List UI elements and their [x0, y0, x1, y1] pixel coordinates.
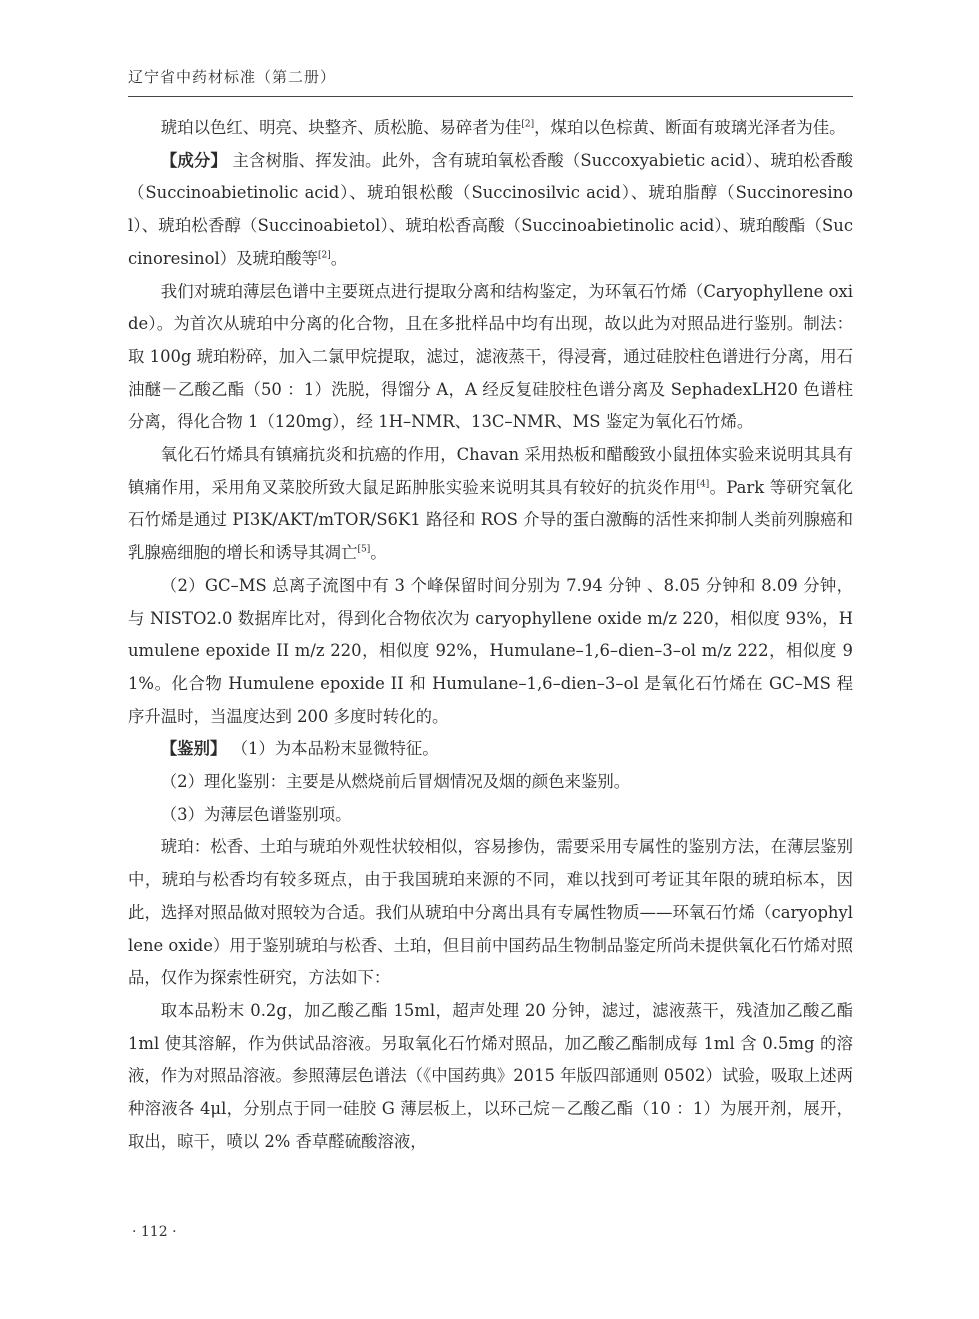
paragraph-text: 琥珀以色红、明亮、块整齐、质松脆、易碎者为佳 — [160, 118, 522, 137]
paragraph-composition — [128, 145, 853, 276]
section-heading-identification: 【鉴别】 — [160, 739, 227, 759]
paragraph-text: 。 — [330, 248, 348, 268]
citation-ref: [5] — [357, 544, 371, 555]
header-rule — [128, 96, 853, 97]
paragraph-text: 。Park 等研究氧化石竹烯是通过 PI3K/AKT/mTOR/S6K1 路径和 ROS 介导的蛋白激酶的活性来抑制人类前列腺癌和乳腺癌细胞的增长和诱导其凋亡 — [128, 477, 853, 563]
citation-ref: [2] — [521, 119, 535, 130]
running-header: 辽宁省中药材标准（第二册） — [128, 68, 337, 86]
page-number: · 112 · — [132, 1224, 177, 1240]
paragraph-identification-3: （3）为薄层色谱鉴别项。 — [160, 804, 352, 824]
paragraph-tlc-rationale: 琥珀：松香、土珀与琥珀外观性状较相似，容易掺伪，需要采用专属性的鉴别方法，在薄层鉴别中，琥珀与松香均有较多斑点，由于我国琥珀来源的不同，难以找到可考证其年限的琥珀标本，因此，选择对照品做对照较为合适。我们从琥珀中分离出具有专属性物质——环氧石竹烯（caryophyllene oxide）用于鉴别琥珀与松香、土珀，但目前中国药品生物制品鉴定所尚未提供氧化石竹烯对照品，仅作为探索性研究，方法如下： — [128, 837, 853, 988]
paragraph-text: （1）为本品粉末显微特征。 — [226, 739, 439, 759]
paragraph-identification — [128, 733, 853, 766]
citation-ref: [2] — [318, 250, 331, 261]
paragraph-grading — [128, 112, 853, 145]
section-heading-composition: 【成分】 — [160, 150, 228, 170]
paragraph-pharmacology — [128, 439, 853, 570]
citation-ref: [4] — [696, 479, 710, 490]
paragraph-tlc-method: 取本品粉末 0.2g，加乙酸乙酯 15ml，超声处理 20 分钟，滤过，滤液蒸干，残渣加乙酸乙酯 1ml 使其溶解，作为供试品溶液。另取氧化石竹烯对照品，加乙酸乙酯制成每 1ml 含 0.5mg 的溶液，作为对照品溶液。参照薄层色谱法（《中国药典》2015 年版四部通则 0502）试验，吸取上述两种溶液各 4μl，分别点于同一硅胶 G 薄层板上，以环己烷－乙酸乙酯（10 ：1）为展开剂，展开，取出，晾干，喷以 2% 香草醛硫酸溶液， — [128, 1000, 853, 1151]
paragraph-isolation: 我们对琥珀薄层色谱中主要斑点进行提取分离和结构鉴定，为环氧石竹烯（Caryophyllene oxide）。为首次从琥珀中分离的化合物，且在多批样品中均有出现，故以此为对照品进行鉴别。制法：取 100g 琥珀粉碎，加入二氯甲烷提取，滤过，滤液蒸干，得浸膏，通过硅胶柱色谱进行分离，用石油醚－乙酸乙酯（50 ：1）洗脱，得馏分 A，A 经反复硅胶柱色谱分离及 SephadexLH20 色谱柱分离，得化合物 1（120mg），经 1H–NMR、13C–NMR、MS 鉴定为氧化石竹烯。 — [128, 281, 853, 432]
paragraph-gcms: （2）GC–MS 总离子流图中有 3 个峰保留时间分别为 7.94 分钟 、8.05 分钟和 8.09 分钟，与 NISTO2.0 数据库比对，得到化合物依次为 caryophyllene oxide m/z 220，相似度 93%，Humulene epoxide II m/z 220，相似度 92%，Humulane–1,6–dien–3–ol m/z 222，相似度 91%。化合物 Humulene epoxide II 和 Humulane–1,6–dien–3–ol 是氧化石竹烯在 GC–MS 程序升温时，当温度达到 200 多度时转化的。 — [128, 575, 853, 726]
paragraph-text: ，煤珀以色棕黄、断面有玻璃光泽者为佳。 — [534, 118, 846, 137]
paragraph-text: 主含树脂、挥发油。此外，含有琥珀氧松香酸（Succoxyabietic acid）、琥珀松香酸（Succinoabietinolic acid）、琥珀银松酸（Succinosilvic acid）、琥珀脂醇（Succinoresinol）、琥珀松香醇（Succinoabietol）、琥珀松香高酸（Succinoabietinolic acid）、琥珀酸酯（Succinoresinol）及琥珀酸等 — [128, 150, 853, 268]
body-text — [128, 112, 853, 1159]
paragraph-text: 。 — [370, 543, 387, 563]
paragraph-identification-2: （2）理化鉴别：主要是从燃烧前后冒烟情况及烟的颜色来鉴别。 — [160, 772, 631, 792]
paragraph-text: 氧化石竹烯具有镇痛抗炎和抗癌的作用，Chavan 采用热板和醋酸致小鼠扭体实验来说明其具有镇痛作用，采用角叉菜胶所致大鼠足跖肿胀实验来说明其具有较好的抗炎作用 — [128, 445, 853, 497]
book-page — [128, 0, 853, 1319]
